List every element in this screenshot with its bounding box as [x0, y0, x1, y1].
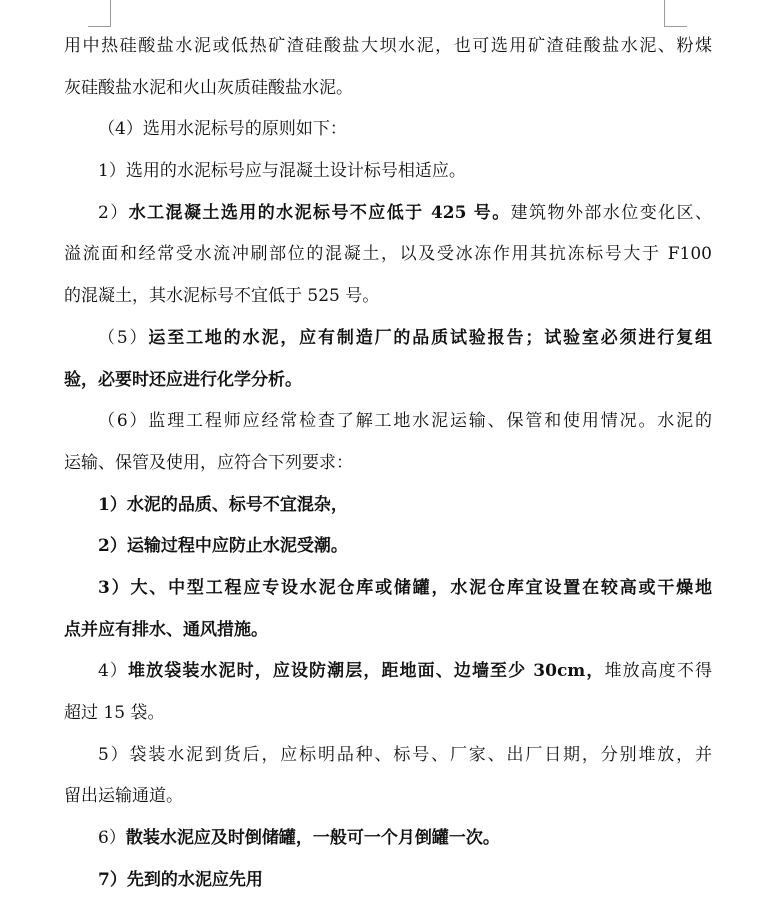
text-run: 留出运输通道。: [64, 786, 183, 807]
text-line: [64, 443, 712, 485]
text-run: 5）袋装水泥到货后，应标明品种、标号、厂家、出厂日期，分别堆放，并: [98, 744, 712, 765]
text-line: [64, 651, 712, 693]
bold-text-run: 堆放袋装水泥时，应设防潮层，距地面、边墙至少 30cm，: [128, 661, 605, 682]
bold-text-run: 7）先到的水泥应先用: [98, 869, 263, 890]
text-line: [64, 68, 712, 110]
text-run: 1）选用的水泥标号应与混凝土设计标号相适应。: [98, 161, 466, 182]
bold-text-run: 1）水泥的品质、标号不宜混杂，: [98, 494, 348, 515]
text-run: 的混凝土，其水泥标号不宜低于 525 号。: [64, 286, 380, 307]
text-line: [64, 610, 712, 652]
text-run: 6）: [98, 828, 126, 849]
text-line: [64, 735, 712, 777]
text-line: [64, 151, 712, 193]
text-run: （4）选用水泥标号的原则如下：: [98, 119, 347, 140]
bold-text-run: 2）运输过程中应防止水泥受潮。: [98, 536, 348, 557]
bold-text-run: 水工混凝土选用的水泥标号不应低于 425 号。: [128, 202, 511, 223]
text-line: [64, 568, 712, 610]
text-line: [64, 234, 712, 276]
bold-text-run: 验，必要时还应进行化学分析。: [64, 369, 302, 390]
text-run: 运输、保管及使用，应符合下列要求：: [64, 452, 353, 473]
text-run: 溢流面和经常受水流冲刷部位的混凝土，以及受冰冻作用其抗冻标号大于 F100: [64, 244, 712, 265]
text-run: 4）: [98, 661, 129, 682]
text-line: [64, 526, 712, 568]
text-run: 2）: [98, 202, 129, 223]
text-line: [64, 401, 712, 443]
text-run: （5）: [98, 327, 149, 348]
bold-text-run: 3）大、中型工程应专设水泥仓库或储罐，水泥仓库宜设置在较高或干燥地: [98, 577, 712, 598]
text-run: 用中热硅酸盐水泥或低热矿渣硅酸盐大坝水泥，也可选用矿渣硅酸盐水泥、粉煤: [64, 36, 712, 56]
text-line: [64, 776, 712, 818]
crop-mark-top-left: [88, 0, 111, 27]
bold-text-run: 散装水泥应及时倒储罐，一般可一个月倒罐一次。: [125, 828, 500, 849]
bold-text-run: 点并应有排水、通风措施。: [64, 619, 268, 640]
document-body: [64, 26, 712, 901]
crop-mark-top-right: [664, 0, 687, 27]
text-line: [64, 860, 712, 901]
text-line: [64, 818, 712, 860]
text-line: [64, 276, 712, 318]
text-line: [64, 193, 712, 235]
text-run: 超过 15 袋。: [64, 703, 165, 723]
text-line: [64, 318, 712, 360]
text-run: （6）监理工程师应经常检查了解工地水泥运输、保管和使用情况。水泥的: [98, 411, 712, 432]
text-run: 建筑物外部水位变化区、: [510, 202, 712, 223]
text-line: [64, 360, 712, 402]
text-line: [64, 485, 712, 527]
text-line: [64, 26, 712, 68]
text-run: 堆放高度不得: [604, 661, 712, 682]
bold-text-run: 运至工地的水泥，应有制造厂的品质试验报告；试验室必须进行复组: [148, 327, 712, 348]
text-line: [64, 109, 712, 151]
text-run: 灰硅酸盐水泥和火山灰质硅酸盐水泥。: [64, 77, 353, 98]
text-line: [64, 693, 712, 735]
